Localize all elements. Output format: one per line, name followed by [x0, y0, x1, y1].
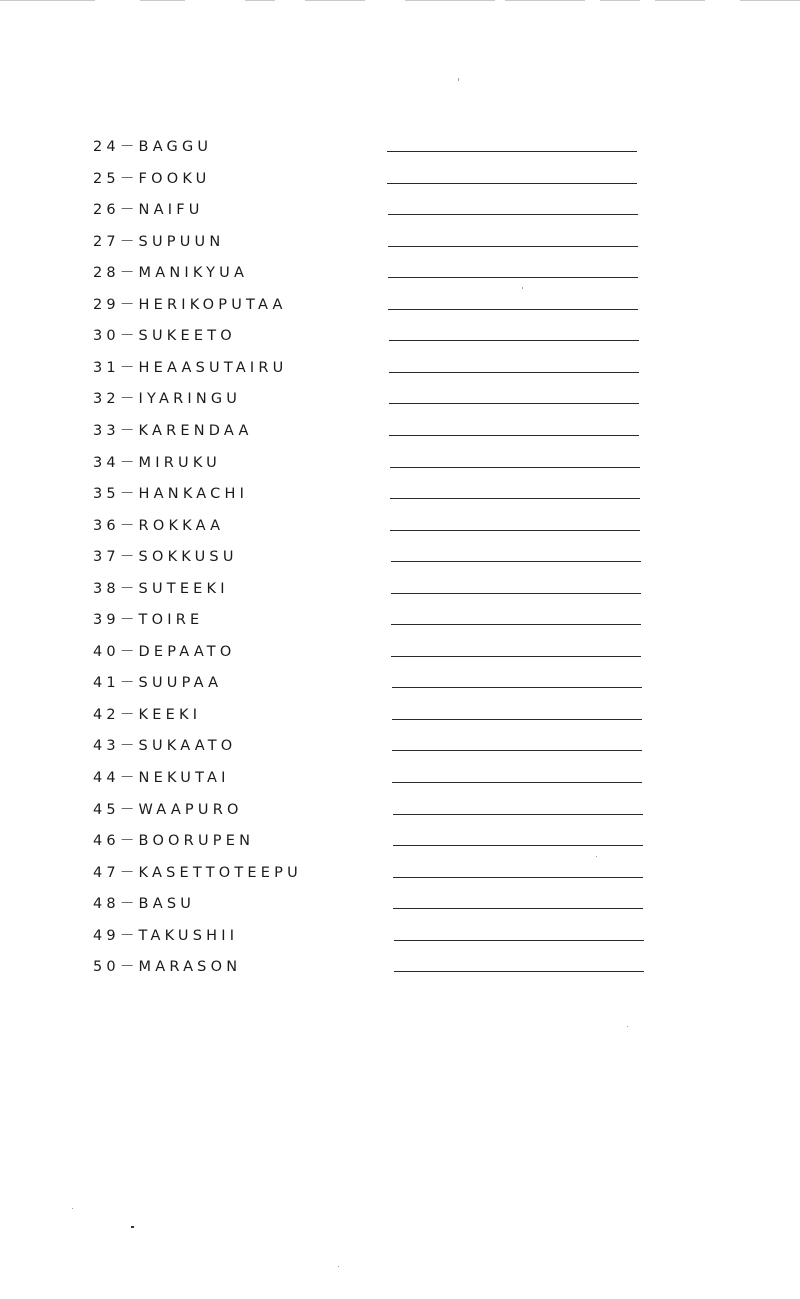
answer-blank-line[interactable] — [393, 877, 643, 878]
worksheet-row — [0, 769, 800, 800]
worksheet-row — [0, 170, 800, 201]
vocab-word-label: 25－FOOKU — [93, 170, 211, 187]
vocab-word-label: 26－NAIFU — [93, 202, 204, 219]
worksheet-row — [0, 454, 800, 485]
worksheet-row — [0, 832, 800, 863]
scan-speck — [72, 1208, 73, 1209]
vocab-word-label: 28－MANIKYUA — [93, 265, 249, 282]
answer-blank-line[interactable] — [388, 246, 638, 247]
answer-blank-line[interactable] — [391, 561, 641, 562]
vocab-word-label: 31－HEAASUTAIRU — [93, 359, 288, 376]
worksheet-row — [0, 674, 800, 705]
scan-speck — [596, 856, 597, 857]
answer-blank-line[interactable] — [391, 624, 641, 625]
scan-speck — [458, 78, 459, 81]
vocab-word-label: 38－SUTEEKI — [93, 580, 229, 597]
worksheet-row — [0, 517, 800, 548]
scan-speck — [338, 1266, 339, 1267]
worksheet-row — [0, 138, 800, 169]
answer-blank-line[interactable] — [394, 971, 644, 972]
scan-speck — [627, 1026, 628, 1027]
answer-blank-line[interactable] — [392, 719, 642, 720]
answer-blank-line[interactable] — [393, 845, 643, 846]
worksheet-row — [0, 706, 800, 737]
answer-blank-line[interactable] — [389, 372, 639, 373]
worksheet-row — [0, 643, 800, 674]
worksheet-row — [0, 927, 800, 958]
scan-dot — [131, 1226, 134, 1228]
worksheet-row — [0, 737, 800, 768]
vocab-word-label: 39－TOIRE — [93, 612, 204, 629]
answer-blank-line[interactable] — [388, 309, 638, 310]
answer-blank-line[interactable] — [389, 435, 639, 436]
vocab-word-label: 37－SOKKUSU — [93, 549, 238, 566]
vocab-word-label: 41－SUUPAA — [93, 675, 223, 692]
answer-blank-line[interactable] — [390, 467, 640, 468]
vocab-word-label: 30－SUKEETO — [93, 328, 236, 345]
vocab-word-label: 46－BOORUPEN — [93, 833, 255, 850]
answer-blank-line[interactable] — [391, 593, 641, 594]
vocab-word-label: 35－HANKACHI — [93, 486, 249, 503]
vocab-word-label: 45－WAAPURO — [93, 801, 243, 818]
worksheet-row — [0, 580, 800, 611]
vocab-word-label: 27－SUPUUN — [93, 233, 225, 250]
vocab-word-label: 40－DEPAATO — [93, 643, 236, 660]
worksheet-row — [0, 548, 800, 579]
vocab-word-label: 24－BAGGU — [93, 139, 213, 155]
worksheet-row — [0, 801, 800, 832]
worksheet-row — [0, 422, 800, 453]
worksheet-row — [0, 296, 800, 327]
vocab-word-label: 48－BASU — [93, 896, 196, 913]
worksheet-row — [0, 958, 800, 989]
scan-speck — [522, 287, 523, 289]
answer-blank-line[interactable] — [391, 656, 641, 657]
answer-blank-line[interactable] — [392, 750, 642, 751]
vocab-word-label: 49－TAKUSHII — [93, 927, 239, 944]
worksheet-row — [0, 233, 800, 264]
answer-blank-line[interactable] — [388, 214, 638, 215]
vocab-word-label: 44－NEKUTAI — [93, 770, 230, 786]
worksheet-row — [0, 264, 800, 295]
answer-blank-line[interactable] — [387, 183, 637, 184]
worksheet-row — [0, 864, 800, 895]
vocab-word-label: 50－MARASON — [93, 959, 242, 976]
answer-blank-line[interactable] — [389, 340, 639, 341]
answer-blank-line[interactable] — [394, 940, 644, 941]
vocab-word-label: 47－KASETTOTEEPU — [93, 864, 302, 881]
worksheet-row — [0, 485, 800, 516]
answer-blank-line[interactable] — [390, 498, 640, 499]
answer-blank-line[interactable] — [393, 908, 643, 909]
vocab-word-label: 32－IYARINGU — [93, 391, 242, 408]
vocab-word-label: 43－SUKAATO — [93, 738, 237, 755]
worksheet-row — [0, 327, 800, 358]
answer-blank-line[interactable] — [390, 530, 640, 531]
vocab-word-label: 42－KEEKI — [93, 706, 202, 723]
answer-blank-line[interactable] — [392, 782, 642, 783]
worksheet-row — [0, 201, 800, 232]
answer-blank-line[interactable] — [389, 403, 639, 404]
vocab-word-label: 29－HERIKOPUTAA — [93, 296, 287, 313]
worksheet-row — [0, 611, 800, 642]
answer-blank-line[interactable] — [393, 814, 643, 815]
answer-blank-line[interactable] — [392, 687, 642, 688]
answer-blank-line[interactable] — [388, 277, 638, 278]
vocab-word-label: 36－ROKKAA — [93, 517, 225, 534]
worksheet-row — [0, 359, 800, 390]
vocab-word-label: 33－KARENDAA — [93, 422, 253, 439]
vocab-word-label: 34－MIRUKU — [93, 454, 221, 471]
worksheet-row — [0, 390, 800, 421]
answer-blank-line[interactable] — [387, 151, 637, 152]
worksheet-row — [0, 895, 800, 926]
